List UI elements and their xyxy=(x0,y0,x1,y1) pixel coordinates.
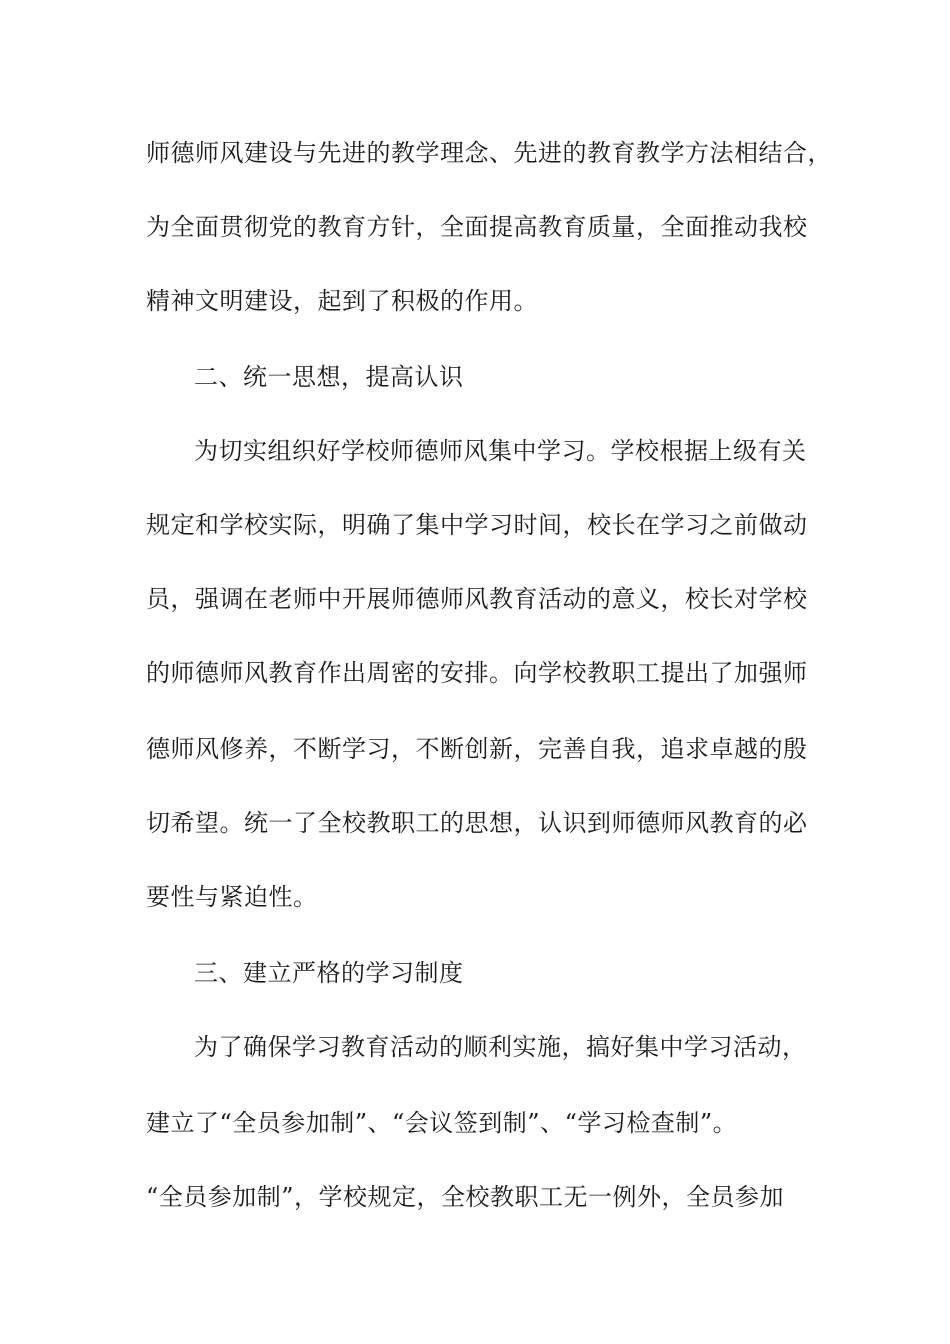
paragraph-line: 精神文明建设，起到了积极的作用。 xyxy=(146,287,538,315)
paragraph-line: 师德师风建设与先进的教学理念、先进的教育教学方法相结合， xyxy=(146,139,832,167)
paragraph-line: 切希望。统一了全校教职工的思想，认识到师德师风教育的必 xyxy=(146,809,808,837)
section-heading: 三、建立严格的学习制度 xyxy=(194,959,464,987)
paragraph-line: 为全面贯彻党的教育方针，全面提高教育质量，全面推动我校 xyxy=(146,213,808,241)
paragraph-line: 为切实组织好学校师德师风集中学习。学校根据上级有关 xyxy=(194,437,807,465)
paragraph-line: 员，强调在老师中开展师德师风教育活动的意义，校长对学校 xyxy=(146,585,808,613)
paragraph-line: 建立了“全员参加制”、“会议签到制”、“学习检查制”。 xyxy=(146,1109,738,1137)
paragraph-line: 德师风修养，不断学习，不断创新，完善自我，追求卓越的殷 xyxy=(146,735,808,763)
paragraph-line: “全员参加制”，学校规定，全校教职工无一例外，全员参加 xyxy=(146,1183,785,1211)
paragraph-line: 为了确保学习教育活动的顺利实施，搞好集中学习活动， xyxy=(194,1033,807,1061)
paragraph-line: 要性与紧迫性。 xyxy=(146,883,318,911)
paragraph-line: 的师德师风教育作出周密的安排。向学校教职工提出了加强师 xyxy=(146,659,808,687)
section-heading: 二、统一思想，提高认识 xyxy=(194,363,464,391)
paragraph-line: 规定和学校实际，明确了集中学习时间，校长在学习之前做动 xyxy=(146,511,808,539)
